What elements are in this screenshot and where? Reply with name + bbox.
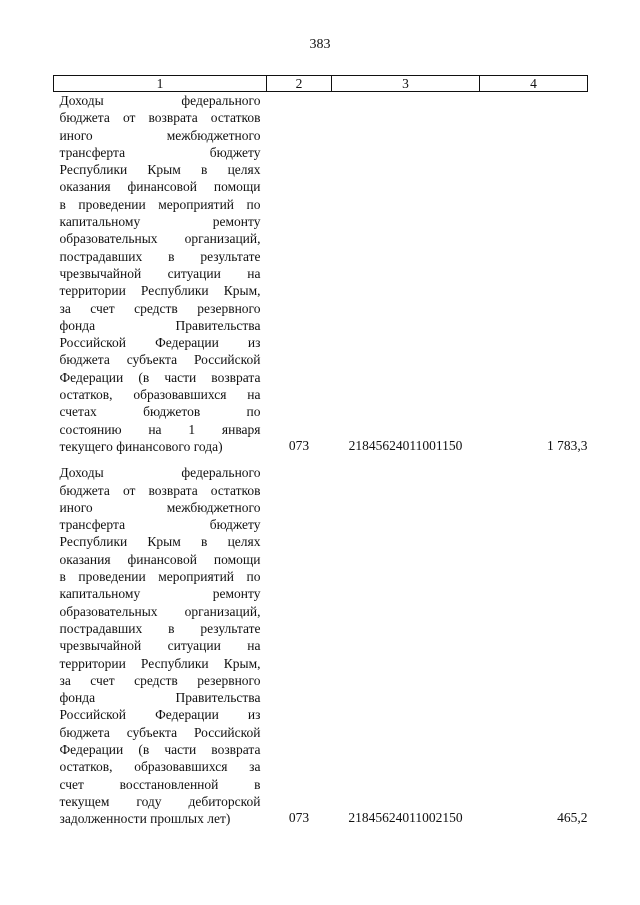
admin-code-cell: 073 bbox=[288, 437, 310, 453]
description-line: Федерации (в части возврата bbox=[59, 369, 261, 385]
description-line: состоянию на 1 января bbox=[59, 421, 261, 437]
description-line: Республики Крым в целях bbox=[59, 162, 261, 178]
table-header-row bbox=[54, 76, 588, 92]
column-header-1: 1 bbox=[54, 76, 267, 92]
admin-code-cell: 073 bbox=[288, 810, 310, 826]
row-description bbox=[54, 92, 267, 456]
description-line: Доходы федерального bbox=[59, 465, 261, 481]
description-line: оказания финансовой помощи bbox=[59, 179, 261, 195]
description-line: Российской Федерации из bbox=[59, 707, 261, 723]
description-line: оказания финансовой помощи bbox=[59, 551, 261, 567]
description-line: за счет средств резервного bbox=[59, 672, 261, 688]
table-row bbox=[54, 464, 588, 827]
description-line: иного межбюджетного bbox=[59, 127, 261, 143]
description-line: пострадавших в результате bbox=[59, 620, 261, 636]
description-line: текущего финансового года) bbox=[59, 438, 223, 454]
description-line: в проведении мероприятий по bbox=[59, 569, 261, 585]
description-line: текущем году дебиторской bbox=[59, 793, 261, 809]
description-line: чрезвычайной ситуации на bbox=[59, 265, 261, 281]
description-line: территории Республики Крым, bbox=[59, 283, 261, 299]
description-line: Российской Федерации из bbox=[59, 335, 261, 351]
description-line: Доходы федерального bbox=[59, 93, 261, 108]
page-number: 383 bbox=[309, 37, 331, 52]
table-row bbox=[54, 92, 588, 456]
description-line: в проведении мероприятий по bbox=[59, 196, 261, 212]
description-line: Республики Крым в целях bbox=[59, 534, 261, 550]
description-line: фонда Правительства bbox=[59, 690, 261, 706]
column-header-3: 3 bbox=[332, 76, 480, 92]
description-line: задолженности прошлых лет) bbox=[59, 811, 231, 827]
row-spacer bbox=[54, 455, 588, 464]
column-header-2: 2 bbox=[267, 76, 332, 92]
description-line: образовательных организаций, bbox=[59, 603, 261, 619]
description-line: пострадавших в результате bbox=[59, 248, 261, 264]
description-line: счетах бюджетов по bbox=[59, 404, 261, 420]
kbk-cell: 21845624011001150 bbox=[348, 437, 463, 453]
description-line: территории Республики Крым, bbox=[59, 655, 261, 671]
row-gap bbox=[54, 455, 588, 464]
kbk-cell: 21845624011002150 bbox=[348, 810, 463, 826]
description-line: Федерации (в части возврата bbox=[59, 741, 261, 757]
budget-table bbox=[53, 75, 588, 827]
description-line: за счет средств резервного bbox=[59, 300, 261, 316]
row-description bbox=[54, 464, 267, 827]
description-line: бюджета субъекта Российской bbox=[59, 724, 261, 740]
description-line: капитальному ремонту bbox=[59, 214, 261, 230]
column-header-4: 4 bbox=[480, 76, 588, 92]
description-line: иного межбюджетного bbox=[59, 499, 261, 515]
description-line: остатков, образовавшихся за bbox=[59, 759, 261, 775]
description-line: бюджета от возврата остатков bbox=[59, 482, 261, 498]
description-line: счет восстановленной в bbox=[59, 776, 261, 792]
description-line: чрезвычайной ситуации на bbox=[59, 638, 261, 654]
description-line: капитальному ремонту bbox=[59, 586, 261, 602]
description-line: образовательных организаций, bbox=[59, 231, 261, 247]
description-line: трансферта бюджету bbox=[59, 144, 261, 160]
description-line: фонда Правительства bbox=[59, 317, 261, 333]
description-line: трансферта бюджету bbox=[59, 517, 261, 533]
description-line: остатков, образовавшихся на bbox=[59, 387, 261, 403]
description-line: бюджета от возврата остатков bbox=[59, 110, 261, 126]
amount-cell: 1 783,3 bbox=[547, 437, 588, 453]
description-line: бюджета субъекта Российской bbox=[59, 352, 261, 368]
amount-cell: 465,2 bbox=[557, 810, 588, 826]
